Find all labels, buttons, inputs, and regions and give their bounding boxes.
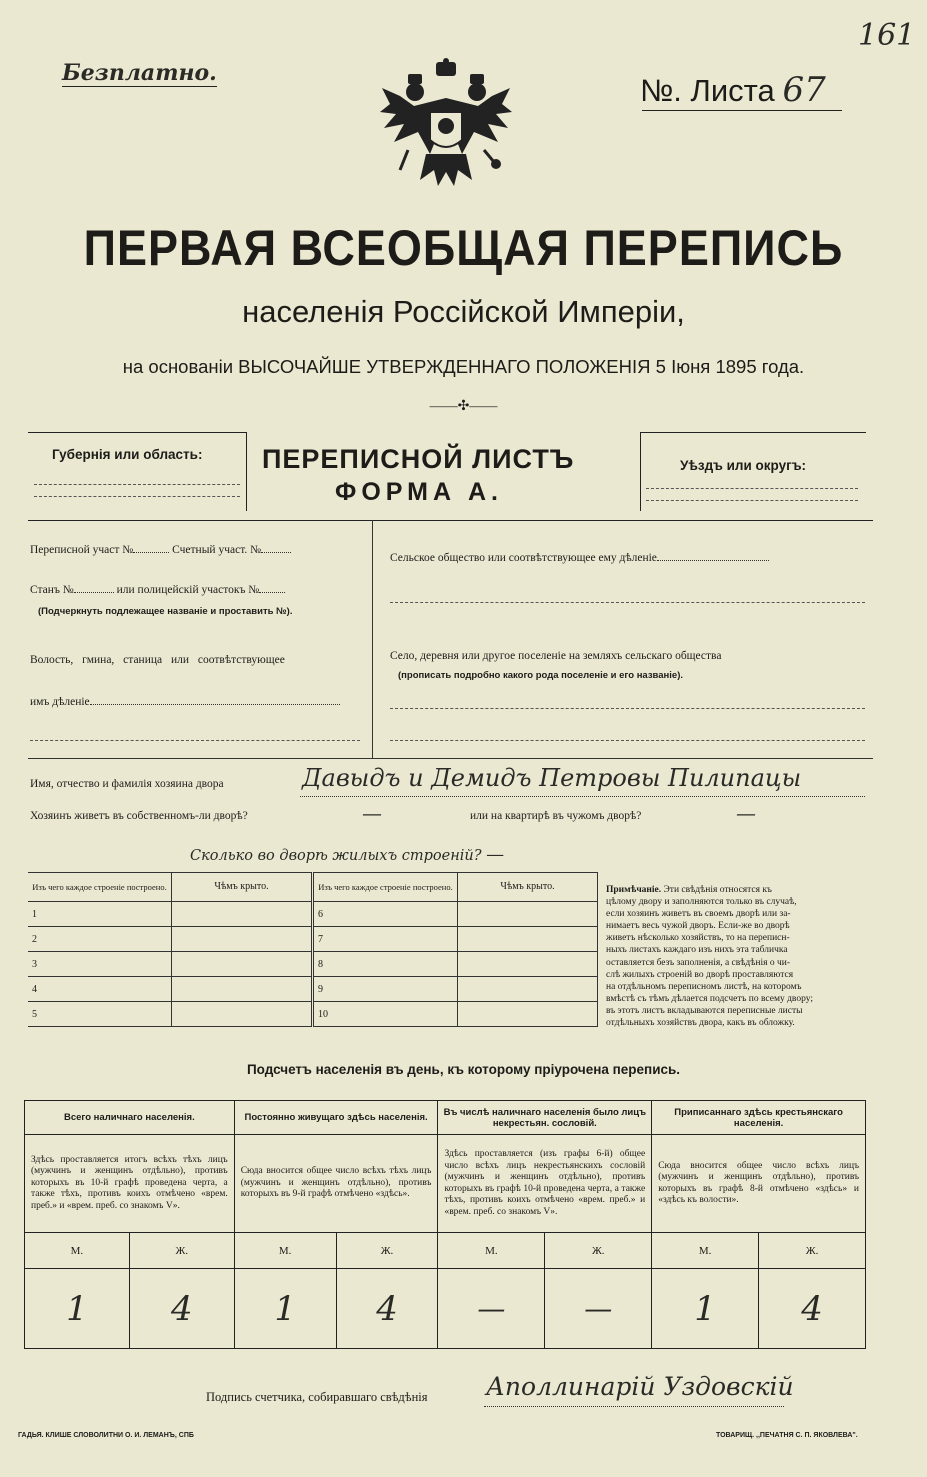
col-material-header-2: Изъ чего каждое строеніе построено.	[312, 873, 457, 902]
row-number: 8	[312, 952, 457, 977]
province-label: Губернія или область:	[52, 447, 203, 462]
row-number: 7	[312, 927, 457, 952]
col-material-header: Изъ чего каждое строеніе построено.	[28, 873, 172, 902]
note-line: отдѣльныхъ хозяйствъ двора, какъ въ обложку.	[606, 1018, 795, 1029]
ornament-divider: ——✣——	[429, 399, 498, 414]
page-subtitle: населенія Россійской Имперіи,	[242, 294, 685, 329]
page-title: ПЕРВАЯ ВСЕОБЩАЯ ПЕРЕПИСЬ	[83, 218, 844, 276]
note-line: если хозяинъ живетъ въ своемъ дворѣ или за-	[606, 909, 791, 920]
row-number: 4	[28, 977, 172, 1002]
owner-label: Имя, отчество и фамилія хозяина двора	[30, 778, 224, 790]
owner-value: Давыдъ и Демидъ Петровы Пилипацы	[302, 764, 802, 792]
group-header-permanent: Постоянно живущаго здѣсь населенія.	[234, 1101, 438, 1135]
sheet-label: №. Листа	[640, 73, 775, 108]
province-box	[28, 432, 247, 511]
buildings-answer: —	[486, 844, 505, 865]
division-field: имъ дѣленіе	[30, 696, 340, 708]
stan-field: Станъ № или полицейскій участокъ №	[30, 584, 285, 596]
population-heading: Подсчетъ населенія въ день, къ которому пріурочена перепись.	[246, 1062, 681, 1077]
female-col-label: Ж.	[759, 1233, 866, 1269]
own-yard-value: —	[362, 801, 382, 825]
note-line: ныхъ листахъ каждаго изъ нихъ эта табличка	[606, 945, 788, 956]
note-block	[606, 884, 866, 1029]
basis-line: на основаніи ВЫСОЧАЙШЕ УТВЕРЖДЕННАГО ПОЛОЖЕНІЯ 5 Іюня 1895 года.	[122, 356, 805, 377]
district-label: Уѣздъ или округъ:	[680, 458, 807, 473]
col-roof-header: Чѣмъ крыто.	[172, 873, 313, 902]
count-non-peasant-female: —	[545, 1269, 652, 1349]
corner-number: 161	[858, 18, 916, 53]
footer-printer-right: ТОВАРИЩ. ,,ПЕЧАТНЯ С. П. ЯКОВЛЕВА".	[716, 1432, 858, 1439]
female-col-label: Ж.	[545, 1233, 652, 1269]
row-number: 6	[312, 902, 457, 927]
sheet-number	[640, 70, 826, 110]
count-permanent-female: 4	[336, 1269, 438, 1349]
note-line: цѣлому двору и заполняются только въ случаѣ,	[606, 897, 797, 908]
note-line: въ этотъ листъ вкладываются переписные листы	[606, 1005, 803, 1016]
apartment-value: —	[736, 801, 756, 825]
note-line: слѣ жилыхъ строеній во дворѣ проставляются	[606, 969, 794, 980]
group-header-non-peasant: Въ числѣ наличнаго населенія было лицъ некрестьян. сословій.	[438, 1101, 652, 1135]
group-desc-permanent: Сюда вносится общее число всѣхъ тѣхъ лицъ (мужчинъ и женщинъ отдѣльно), противъ которыхъ въ 9-й графѣ отмѣчено «здѣсь».	[234, 1135, 438, 1233]
own-yard-label: Хозяинъ живетъ въ собственномъ-ли дворѣ?	[30, 810, 248, 822]
note-line: на отдѣльномъ переписномъ листѣ, на которомъ	[606, 981, 802, 992]
free-label: Безплатно.	[62, 60, 217, 86]
population-table	[24, 1100, 866, 1349]
count-non-peasant-male: —	[438, 1269, 545, 1349]
footer-printer-left: ГАДЬЯ. КЛИШЕ СЛОВОЛИТНИ О. И. ЛЕМАНЪ, СПБ	[18, 1432, 194, 1439]
underline-note: (Подчеркнуть подлежащее названіе и проставить №).	[38, 606, 293, 617]
signature-value: Аполлинарій Уздовскій	[486, 1372, 794, 1401]
male-col-label: М.	[25, 1233, 130, 1269]
group-header-registered: Приписаннаго здѣсь крестьянскаго населенія.	[652, 1101, 866, 1135]
female-col-label: Ж.	[129, 1233, 234, 1269]
society-field: Сельское общество или соотвѣтствующее ему дѣленіе	[390, 552, 769, 564]
col-roof-header-2: Чѣмъ крыто.	[458, 873, 598, 902]
volost-field: Волость, гмина, станица или соотвѣтствующее	[30, 654, 285, 666]
note-title: Примѣчаніе.	[606, 885, 662, 895]
signature-label: Подпись счетчика, собиравшаго свѣдѣнія	[206, 1390, 428, 1404]
form-name: ФОРМА А.	[335, 478, 503, 506]
note-line: Эти свѣдѣнія относятся къ	[663, 885, 772, 895]
form-title: ПЕРЕПИСНОЙ ЛИСТЪ	[262, 444, 575, 474]
count-present-male: 1	[25, 1269, 130, 1349]
buildings-question: Сколько во дворѣ жилыхъ строеній? —	[190, 844, 505, 865]
village-field: Село, деревня или другое поселеніе на земляхъ сельскаго общества	[390, 650, 722, 662]
male-col-label: М.	[652, 1233, 759, 1269]
female-col-label: Ж.	[336, 1233, 438, 1269]
buildings-table	[28, 872, 598, 1027]
row-number: 3	[28, 952, 172, 977]
row-number: 9	[312, 977, 457, 1002]
group-desc-non-peasant: Здѣсь проставляется (изъ графы 6-й) общее число всѣхъ лицъ некрестьянскихъ сословій (мужчинъ и женщинъ отдѣльно), противъ которыхъ въ графѣ 10-й проведена черта, а также тѣхъ, противъ коихъ отмѣчено «врем. преб.» и «врем. преб. со знакомъ V».	[438, 1135, 652, 1233]
note-line: вмѣстѣ съ тѣмъ дѣлается подсчетъ по всему двору;	[606, 993, 813, 1004]
male-col-label: М.	[234, 1233, 336, 1269]
village-note: (прописать подробно какого рода поселеніе и его названіе).	[398, 670, 684, 681]
row-number: 5	[28, 1002, 172, 1027]
group-desc-registered: Сюда вносится общее число всѣхъ лицъ (мужчинъ и женщинъ отдѣльно), противъ которыхъ въ графѣ 8-й отмѣчено «здѣсь» и «здѣсь къ волости».	[652, 1135, 866, 1233]
count-registered-female: 4	[759, 1269, 866, 1349]
group-header-present: Всего наличнаго населенія.	[25, 1101, 235, 1135]
note-line: оставляется безъ заполненія, а свѣдѣнія о чи-	[606, 957, 791, 968]
note-line: живетъ нѣсколько хозяйствъ, то на переписн-	[606, 933, 790, 944]
note-line: нимаетъ весь чужой дворъ. Если-же во дворѣ	[606, 921, 790, 932]
row-number: 10	[312, 1002, 457, 1027]
imperial-eagle-emblem	[378, 58, 514, 204]
census-area-field: Переписной участ № Счетный участ. №	[30, 544, 291, 556]
row-number: 1	[28, 902, 172, 927]
row-number: 2	[28, 927, 172, 952]
male-col-label: М.	[438, 1233, 545, 1269]
count-present-female: 4	[129, 1269, 234, 1349]
count-permanent-male: 1	[234, 1269, 336, 1349]
count-registered-male: 1	[652, 1269, 759, 1349]
group-desc-present: Здѣсь проставляется итогъ всѣхъ тѣхъ лицъ (мужчинъ и женщинъ отдѣльно), противъ которыхъ въ 10-й графѣ проведена черта, а также тѣхъ, противъ коихъ отмѣчено «врем. преб.» и «врем. преб. со знакомъ V».	[25, 1135, 235, 1233]
apartment-label: или на квартирѣ въ чужомъ дворѣ?	[470, 810, 642, 822]
sheet-value: 67	[782, 70, 826, 110]
